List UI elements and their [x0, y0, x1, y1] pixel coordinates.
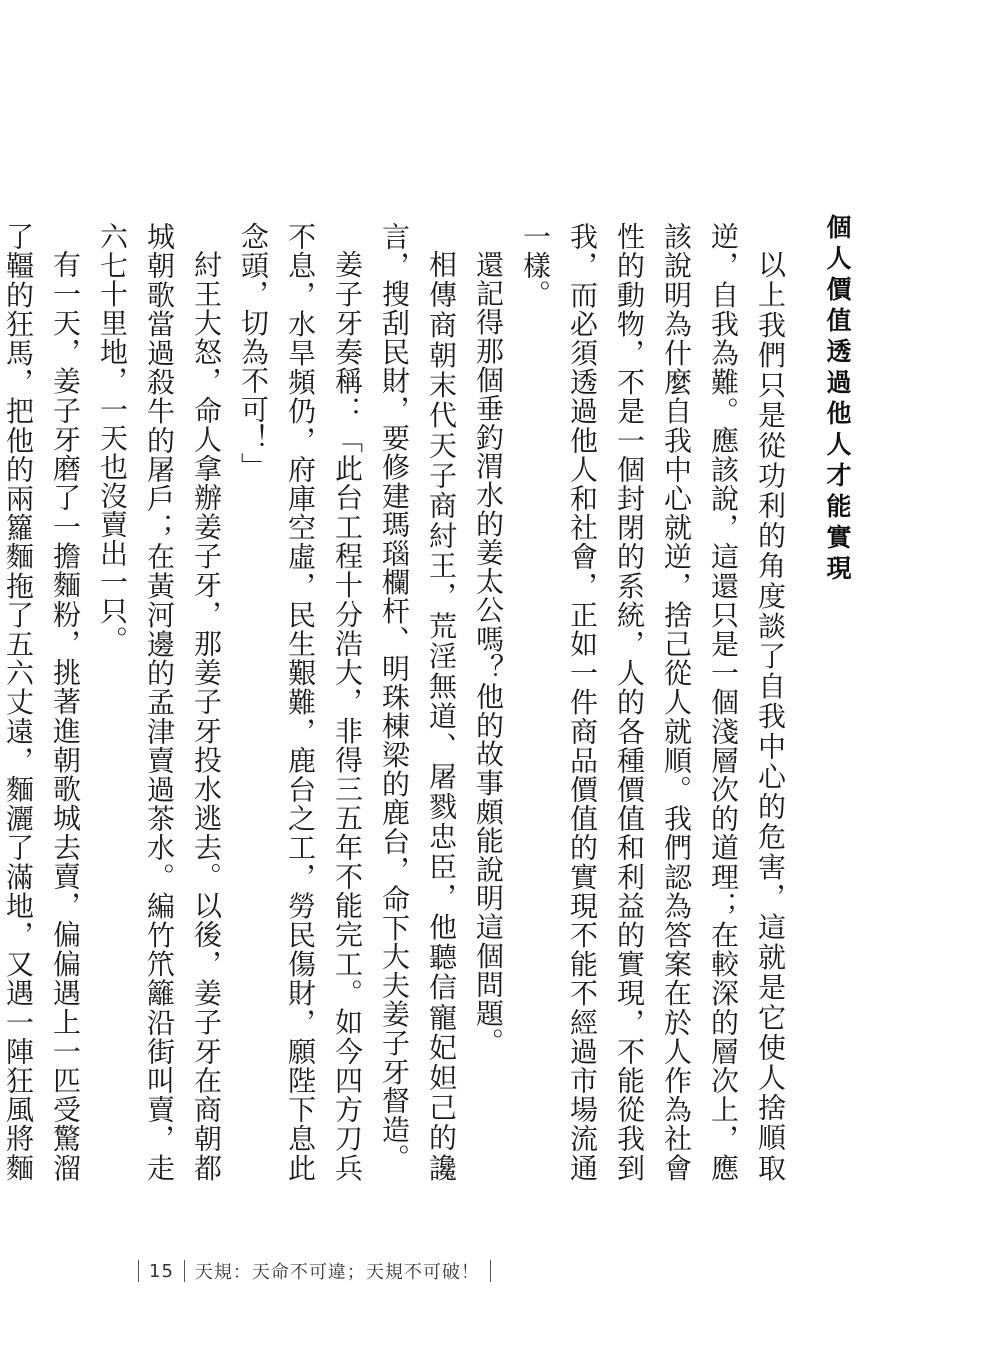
paragraph: 還記得那個垂釣渭水的姜太公嗎？他的故事頗能說明這個問題。 — [472, 250, 505, 1057]
page-number: 15 — [149, 1260, 174, 1282]
section-title: 個人價值透過他人才能實現 — [823, 214, 852, 586]
footer-divider — [138, 1260, 139, 1282]
footer-divider — [184, 1260, 185, 1282]
paragraph: 以上我們只是從功利的角度談了自我中心的危害，這就是它使人捨順取逆，自我為難。應該說，這還只是一個淺層次的道理；在較深的層次上，應該說明為什麼自我中心就逆，捨己從人就順。我們認為答案在於人作為社會性的動物，不是一個封閉的系統，人的各種價值和利益的實現，不能從我到我，而必須透過他人和社會，正如一件商品價值的實現不能不經過市場流通一樣。 — [519, 222, 787, 1182]
paragraph: 紂王大怒，命人拿辦姜子牙，那姜子牙投水逃去。以後，姜子牙在商朝都城朝歌當過殺牛的屠戶；在黃河邊的孟津賣過茶水。編竹笊籬沿街叫賣，走六七十里地，一天也沒賣出一只。 — [96, 222, 223, 1182]
page-footer — [128, 1258, 501, 1284]
book-title: 天規：天命不可違；天規不可破！ — [194, 1262, 480, 1283]
footer-divider — [490, 1260, 491, 1282]
paragraph: 相傳商朝末代天子商紂王，荒淫無道、屠戮忠臣，他聽信寵妃妲己的讒言，搜刮民財，要修建瑪瑙欄杆、明珠棟梁的鹿台，命下大夫姜子牙督造。 — [378, 222, 458, 1182]
paragraph: 姜子牙奏稱：「此台工程十分浩大，非得三五年不能完工。如今四方刀兵不息，水旱頻仍，府庫空虛，民生艱難，鹿台之工，勞民傷財，願陛下息此念頭，切為不可！」 — [237, 222, 364, 1182]
paragraph: 有一天，姜子牙磨了一擔麵粉，挑著進朝歌城去賣，偏偏遇上一匹受驚溜了韁的狂馬，把他的兩籮麵拖了五六丈遠，麵灑了滿地，又遇一陣狂風將麵 — [2, 222, 82, 1182]
body-text — [0, 222, 794, 1182]
